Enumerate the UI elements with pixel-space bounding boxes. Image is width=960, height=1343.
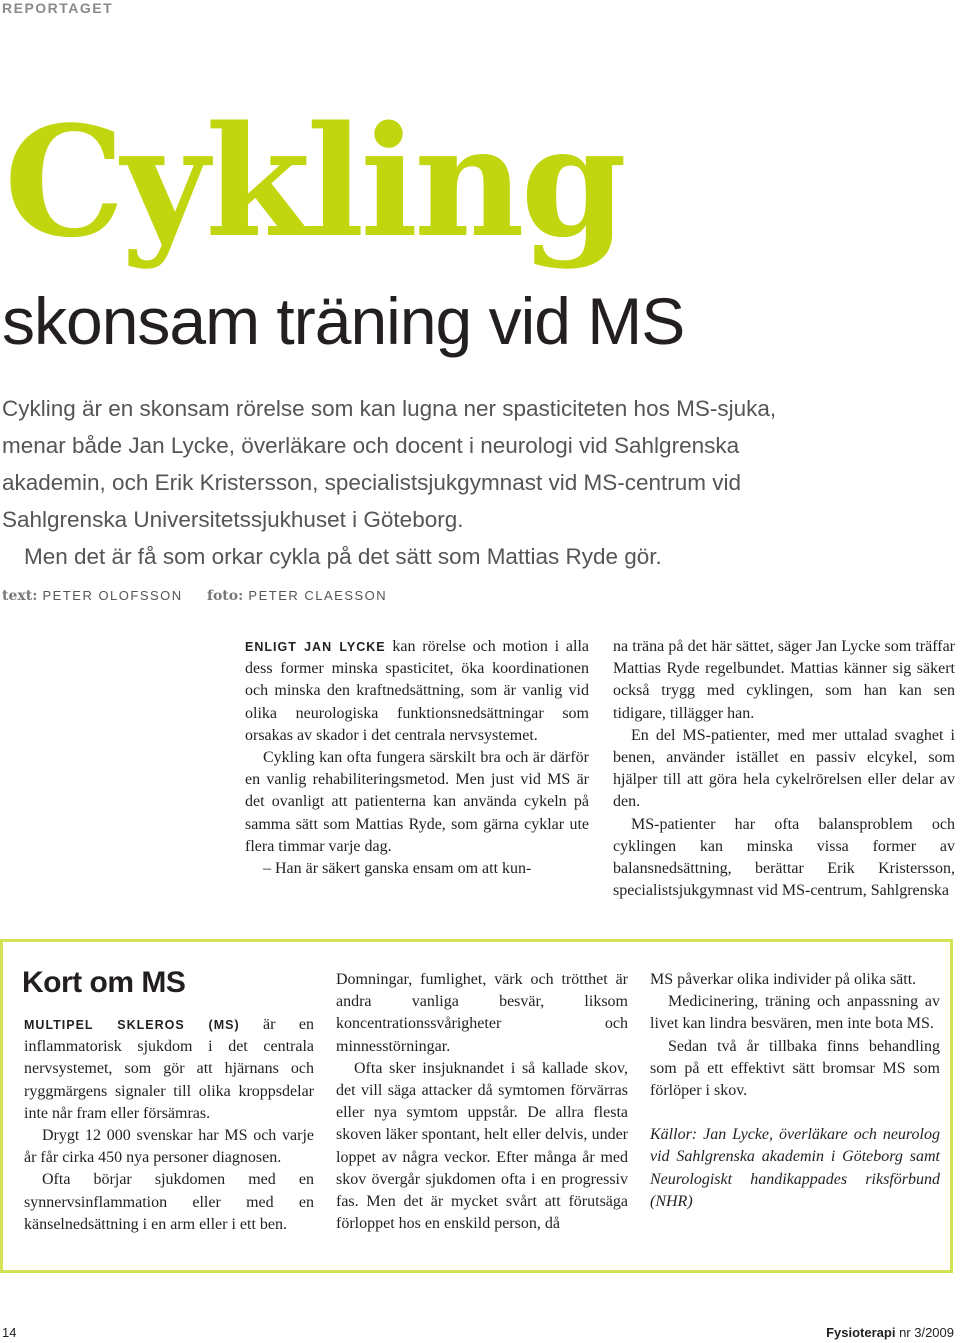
- body-paragraph: Cykling kan ofta fungera särskilt bra och är därför en vanlig rehabiliteringsmetod. Men just vid MS är det ovanligt att patienterna kan använda cykeln på samma sätt som Mattias Ryde, som gärna cyklar ute flera timmar varje dag.: [245, 749, 589, 855]
- body-paragraph: En del MS-patienter, med mer uttalad svaghet i benen, använder istället en passiv elcykel, som hjälper till att göra hela cykelrörelsen eller delar av den.: [613, 726, 955, 811]
- lead-in: MULTIPEL SKLEROS (MS): [24, 1018, 240, 1032]
- body-paragraph: Medicinering, träning och anpassning av livet kan lindra besvären, men inte bota MS.: [650, 993, 940, 1033]
- ingress-line: Cykling är en skonsam rörelse som kan lugna ner spasticiteten hos MS-sjuka,: [2, 396, 777, 421]
- factbox-title: Kort om MS: [22, 966, 186, 999]
- sources-paragraph: [650, 1124, 940, 1213]
- article-column-2: [613, 636, 955, 902]
- article-subtitle: skonsam träning vid MS: [2, 284, 685, 358]
- byline-author: PETER OLOFSSON: [42, 588, 183, 603]
- ingress-line: Sahlgrenska Universitetssjukhuset i Göteborg.: [2, 507, 464, 532]
- byline-text-label: text:: [2, 588, 38, 604]
- body-paragraph: na träna på det här sättet, säger Jan Lycke som träffar Mattias Ryde regelbundet. Mattias känner sig säkert också trygg med cyklingen, som han kan sen tidigare, tillägger han.: [613, 638, 955, 722]
- lead-in: ENLIGT JAN LYCKE: [245, 640, 386, 654]
- magazine-issue: nr 3/2009: [895, 1325, 954, 1340]
- body-paragraph: MS påverkar olika individer på olika sätt.: [650, 971, 917, 988]
- byline-foto-label: foto:: [206, 588, 244, 604]
- ingress-line: akademin, och Erik Kristersson, specialistsjukgymnast vid MS-centrum vid: [2, 470, 742, 495]
- body-paragraph: MS-patienter har ofta balansproblem och cyklingen kan minska vissa former av balansnedsättning, berättar Erik Kristersson, specialistsjukgymnast vid MS-centrum, Sahlgrenska: [613, 815, 955, 900]
- article-column-1: [245, 636, 589, 880]
- ingress-line: menar både Jan Lycke, överläkare och docent i neurologi vid Sahlgrenska: [2, 433, 740, 458]
- factbox-column-3: [650, 969, 940, 1213]
- ingress-line: Men det är få som orkar cykla på det sätt som Mattias Ryde gör.: [24, 544, 662, 569]
- factbox-column-1: [24, 1014, 314, 1236]
- body-paragraph: Domningar, fumlighet, värk och trötthet är andra vanliga besvär, liksom koncentrationssvårigheter och minnesstörningar.: [336, 971, 628, 1055]
- magazine-name: Fysioterapi: [826, 1325, 896, 1340]
- byline: [2, 588, 387, 604]
- article-title: Cykling: [4, 92, 623, 271]
- body-paragraph: ENLIGT JAN LYCKE kan rörelse och motion i alla dess former minska spasticitet, öka koordinationen och minska den kraftnedsättning, som är vanlig vid olika neurologiska funktionsnedsättningar som orsakas av skador i det centrala nervsystemet.: [245, 638, 589, 744]
- article-ingress: [2, 390, 802, 575]
- sources-text: Källor: Jan Lycke, överläkare och neurolog vid Sahlgrenska akademin i Göteborg samt Neurologiskt handikappades riksförbund (NHR): [650, 1126, 940, 1210]
- byline-photographer: PETER CLAESSON: [248, 588, 388, 603]
- body-paragraph: Ofta sker insjuknandet i så kallade skov, det vill säga attacker då symtomen förvärras eller nya symtom uppstår. De allra flesta skoven läker spontant, helt eller delvis, under loppet av några veckor. Efter många år med skov övergår sjukdomen ofta i en progressiv fas. Men det är mycket svårt att förutsäga förloppet hos en enskild person, då: [336, 1059, 628, 1233]
- body-paragraph: Drygt 12 000 svenskar har MS och varje år får cirka 450 nya personer diagnosen.: [24, 1127, 314, 1167]
- section-label: REPORTAGET: [2, 0, 114, 16]
- body-paragraph: – Han är säkert ganska ensam om att kun-: [263, 860, 532, 878]
- page-number: 14: [2, 1325, 17, 1340]
- factbox-column-2: [336, 969, 628, 1235]
- body-paragraph: MULTIPEL SKLEROS (MS) är en inflammatorisk sjukdom i det centrala nervsystemet, som gör att hjärnans och ryggmärgens signaler till olika kroppsdelar inte når fram eller försämras.: [24, 1016, 314, 1122]
- body-paragraph: Ofta börjar sjukdomen med en synnervsinflammation eller med en känselnedsättning i en arm eller i ett ben.: [24, 1171, 314, 1233]
- body-paragraph: Sedan två år tillbaka finns behandling som på ett effektivt sätt bromsar MS som förlöper i skov.: [650, 1037, 940, 1100]
- magazine-footer: [826, 1325, 954, 1340]
